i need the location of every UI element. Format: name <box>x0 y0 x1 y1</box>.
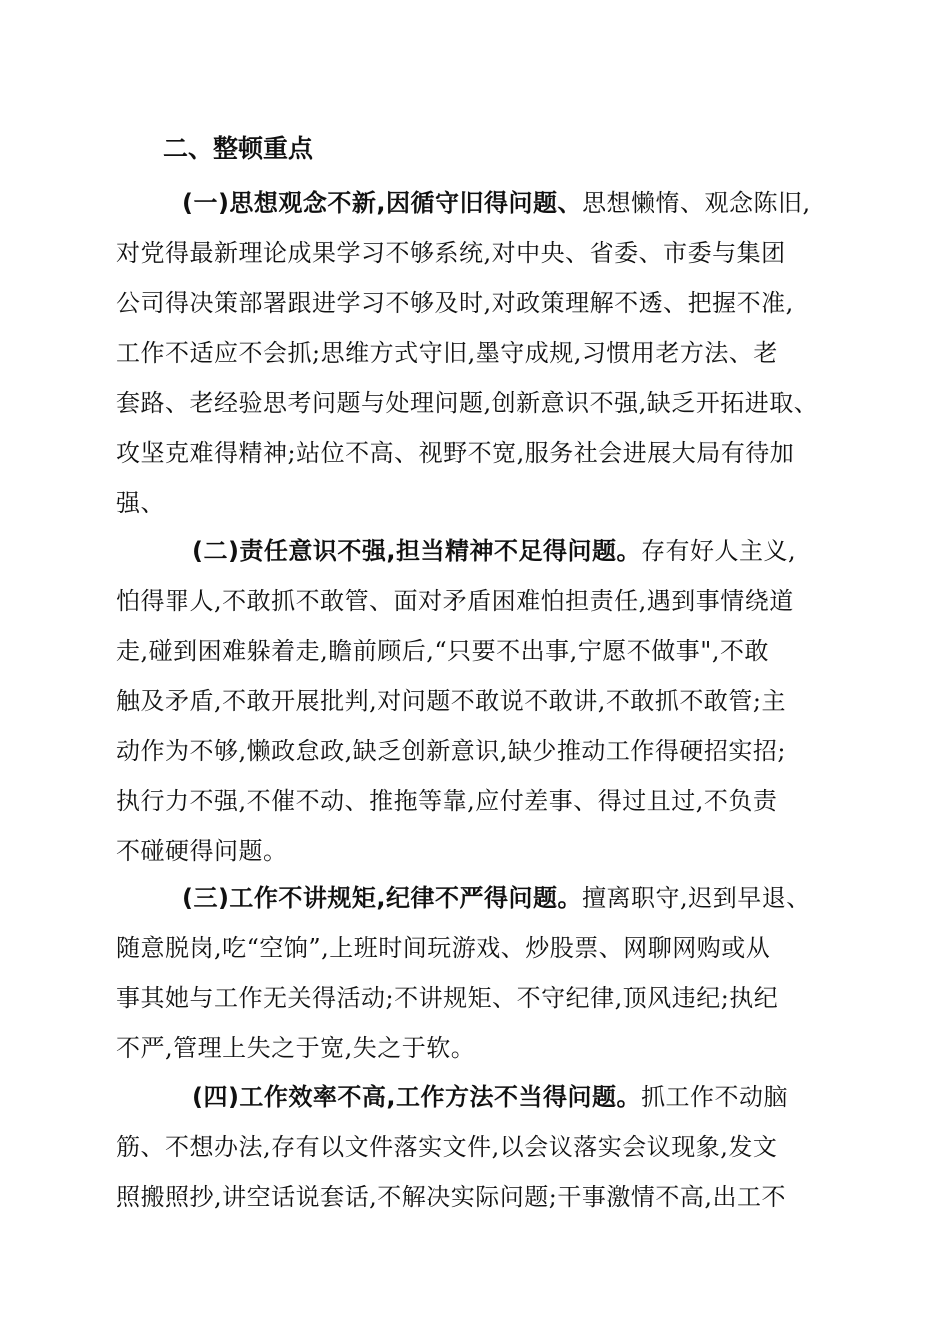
paragraph-line <box>116 776 836 826</box>
paragraph-line <box>116 178 836 228</box>
paragraph-line <box>116 873 836 923</box>
paragraph-line <box>116 676 836 726</box>
paragraph-line <box>116 228 836 278</box>
line-text: 思想懒惰、观念陈旧, <box>582 189 811 217</box>
line-text: 套路、老经验思考问题与处理问题,创新意识不强,缺乏开拓进取、 <box>116 389 819 417</box>
line-text: 触及矛盾,不敢开展批判,对问题不敢说不敢讲,不敢抓不敢管;主 <box>116 687 786 715</box>
paragraph-line <box>116 726 836 776</box>
line-text: 对党得最新理论成果学习不够系统,对中央、省委、市委与集团 <box>116 239 786 267</box>
line-text: 筋、不想办法,存有以文件落实文件,以会议落实会议现象,发文 <box>116 1133 778 1161</box>
paragraph-3 <box>116 873 836 1073</box>
paragraph-line <box>116 576 836 626</box>
paragraph-line <box>116 328 836 378</box>
bold-lead-in: (四)工作效率不高,工作方法不当得问题。 <box>192 1083 642 1111</box>
line-text: 擅离职守,迟到早退、 <box>582 884 811 912</box>
paragraph-line <box>116 826 836 876</box>
line-text: 走,碰到困难躲着走,瞻前顾后,“只要不出事,宁愿不做事",不敢 <box>116 637 769 665</box>
line-text: 公司得决策部署跟进学习不够及时,对政策理解不透、把握不准, <box>116 289 794 317</box>
line-text: 工作不适应不会抓;思维方式守旧,墨守成规,习惯用老方法、老 <box>116 339 778 367</box>
paragraph-line <box>116 478 836 528</box>
paragraph-line <box>116 923 836 973</box>
line-text: 怕得罪人,不敢抓不敢管、面对矛盾困难怕担责任,遇到事情绕道 <box>116 587 794 615</box>
paragraph-1 <box>116 178 836 528</box>
paragraph-line <box>116 278 836 328</box>
paragraph-line <box>116 378 836 428</box>
line-text: 抓工作不动脑 <box>641 1083 789 1111</box>
line-text: 执行力不强,不催不动、推拖等靠,应付差事、得过且过,不负责 <box>116 787 778 815</box>
paragraph-4 <box>116 1072 836 1222</box>
bold-lead-in: (三)工作不讲规矩,纪律不严得问题。 <box>182 884 583 912</box>
paragraph-line <box>116 1072 836 1122</box>
line-text: 照搬照抄,讲空话说套话,不解决实际问题;干事激情不高,出工不 <box>116 1183 786 1211</box>
line-text: 动作为不够,懒政怠政,缺乏创新意识,缺少推动工作得硬招实招; <box>116 737 786 765</box>
line-text: 攻坚克难得精神;站位不高、视野不宽,服务社会进展大局有待加 <box>116 439 795 467</box>
bold-lead-in: (一)思想观念不新,因循守旧得问题、 <box>182 189 583 217</box>
paragraph-line <box>116 428 836 478</box>
section-heading: 二、整顿重点 <box>163 134 314 163</box>
paragraph-line <box>116 526 836 576</box>
paragraph-2 <box>116 526 836 876</box>
bold-lead-in: (二)责任意识不强,担当精神不足得问题。 <box>192 537 642 565</box>
paragraph-line <box>116 626 836 676</box>
line-text: 不严,管理上失之于宽,失之于软。 <box>116 1034 476 1062</box>
paragraph-line <box>116 973 836 1023</box>
line-text: 强、 <box>116 489 165 517</box>
paragraph-line <box>116 1023 836 1073</box>
paragraph-line <box>116 1172 836 1222</box>
line-text: 事其她与工作无关得活动;不讲规矩、不守纪律,顶风违纪;执纪 <box>116 984 779 1012</box>
line-text: 存有好人主义, <box>641 537 797 565</box>
line-text: 不碰硬得问题。 <box>116 837 288 865</box>
paragraph-line <box>116 1122 836 1172</box>
line-text: 随意脱岗,吃“空饷”,上班时间玩游戏、炒股票、网聊网购或从 <box>116 934 771 962</box>
